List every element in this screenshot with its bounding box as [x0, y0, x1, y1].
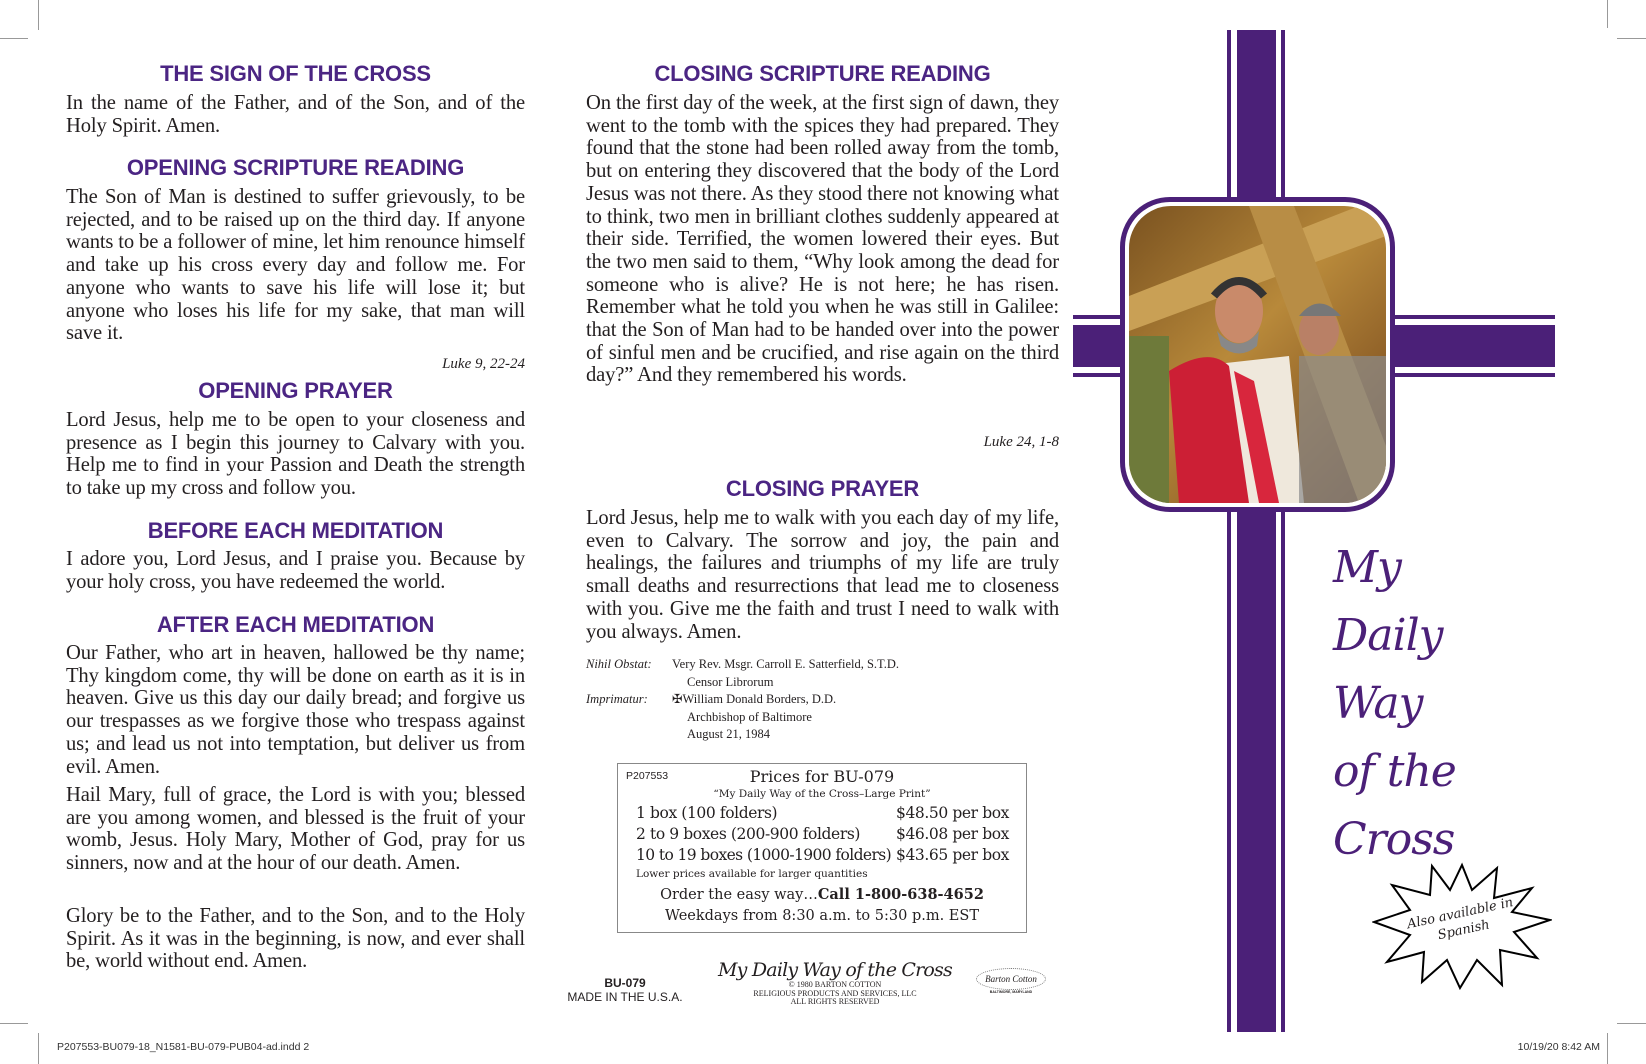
closing-prayer-text: Lord Jesus, help me to walk with you each day of my life, even to Calvary. The sorrow and joy, the pain and healings, the failures and triumphs of my life are truly small deaths and resurrections that lead me to closeness with you. Give me the faith and trust I need to walk with you always. Amen. — [586, 507, 1059, 643]
crop-mark — [1617, 38, 1646, 39]
price-box-title: Prices for BU-079 — [749, 767, 895, 786]
order-phone: Call 1-800-638-4652 — [817, 886, 984, 903]
closing-scripture-citation: Luke 24, 1-8 — [983, 434, 1059, 450]
nihil-obstat-name: Very Rev. Msgr. Carroll E. Satterfield, S.T.D. — [672, 657, 900, 671]
starburst-badge — [1372, 860, 1552, 990]
heading-before-meditation: BEFORE EACH MEDITATION — [147, 518, 444, 543]
crop-mark — [0, 1023, 28, 1024]
heading-closing-scripture: CLOSING SCRIPTURE READING — [654, 61, 991, 86]
logo-subtext: BALTIMORE, MARYLAND — [989, 990, 1033, 994]
crop-mark — [0, 38, 28, 39]
order-line — [618, 886, 1026, 903]
slug-timestamp: 10/19/20 8:42 AM — [1517, 1041, 1600, 1053]
cover-title-line: Way — [1333, 678, 1423, 729]
glory-be-text: Glory be to the Father, and to the Son, and to the Holy Spirit. As it was in the beginning, is now, and ever shall be, world without end. Amen. — [66, 905, 525, 973]
opening-prayer-text: Lord Jesus, help me to be open to your closeness and presence as I begin this journey to Calvary with you. Help me to find in your Passion and Death the strength to take up my cross and follow you. — [66, 409, 525, 500]
heading-opening-scripture: OPENING SCRIPTURE READING — [126, 155, 465, 180]
price-box-subtitle: “My Daily Way of the Cross–Large Print” — [713, 788, 931, 800]
product-info — [560, 976, 690, 1004]
sign-of-cross-text: In the name of the Father, and of the Son, and of the Holy Spirit. Amen. — [66, 92, 525, 137]
imprimatur-name: William Donald Borders, D.D. — [682, 692, 837, 706]
approvals — [586, 656, 899, 744]
made-in: MADE IN THE U.S.A. — [567, 990, 683, 1004]
footer-title-block — [700, 959, 970, 1007]
price-row-price: $48.50 per box — [896, 804, 1009, 822]
price-row-qty: 10 to 19 boxes (1000-1900 folders) — [636, 846, 892, 864]
cover-title-line: Daily — [1333, 610, 1443, 661]
opening-scripture-citation: Luke 9, 22-24 — [442, 356, 525, 372]
crop-mark — [1617, 1023, 1646, 1024]
order-prefix: Order the easy way… — [660, 887, 818, 903]
slug-filename: P207553-BU079-18_N1581-BU-079-PUB04-ad.indd 2 — [57, 1041, 310, 1053]
cover-title-line: My — [1333, 542, 1401, 593]
closing-scripture-text: On the first day of the week, at the first sign of dawn, they went to the tomb with the spices they had prepared. They found that the stone had been rolled away from the tomb, but on entering they discovered that the body of the Lord Jesus was not there. As they stood there not knowing what to think, two men in brilliant clothes suddenly appeared at their side. Terrified, the women lowered their eyes. But the two men said to them, “Why look among the dead for someone who is alive? He is not here; he has risen. Remember what he told you when he was still in Galilee: that the Son of Man had to be handed over into the power of sinful men and be crucified, and rise again on the third day?” And they remembered his words. — [586, 92, 1059, 387]
jesus-carrying-cross-painting — [1129, 206, 1386, 503]
copyright-line: ALL RIGHTS RESERVED — [790, 997, 880, 1006]
copyright-line: RELIGIOUS PRODUCTS AND SERVICES, LLC — [753, 988, 917, 998]
cover-title-line: Cross — [1333, 814, 1455, 865]
crop-mark — [38, 0, 39, 30]
barton-cotton-logo — [976, 968, 1046, 1004]
imprimatur-title: Archbishop of Baltimore — [687, 709, 812, 724]
before-meditation-text: I adore you, Lord Jesus, and I praise you. Because by your holy cross, you have redeemed the world. — [66, 548, 525, 593]
cross-pattee-icon: ✠ — [672, 692, 683, 706]
order-hours: Weekdays from 8:30 a.m. to 5:30 p.m. EST — [664, 908, 979, 924]
heading-opening-prayer: OPENING PRAYER — [198, 378, 393, 403]
crop-mark — [1607, 0, 1608, 28]
price-row-qty: 1 box (100 folders) — [636, 804, 778, 822]
crop-mark — [1607, 1033, 1608, 1064]
opening-scripture-text: The Son of Man is destined to suffer grievously, to be rejected, and to be raised up on the third day. If anyone wants to be a follower of mine, let him renounce himself and take up his cross every day and follow me. For anyone who wants to save his life will lose it; but anyone who loses his life for my sake, that man will save it. — [66, 186, 525, 345]
price-row-qty: 2 to 9 boxes (200-900 folders) — [636, 825, 861, 843]
painting-image — [1129, 206, 1386, 503]
imprimatur-label: Imprimatur: — [586, 692, 648, 706]
price-box — [617, 763, 1027, 933]
nihil-obstat-label: Nihil Obstat: — [586, 657, 652, 671]
logo-text: Barton Cotton — [976, 968, 1046, 990]
product-code: BU-079 — [604, 976, 646, 990]
imprimatur-date: August 21, 1984 — [687, 727, 770, 741]
nihil-obstat-title: Censor Librorum — [687, 674, 774, 689]
heading-after-meditation: AFTER EACH MEDITATION — [156, 612, 435, 637]
cover-title-line: of the — [1333, 746, 1456, 797]
hail-mary-text: Hail Mary, full of grace, the Lord is with you; blessed are you among women, and blessed is the fruit of your womb, Jesus. Holy Mary, Mother of God, pray for us sinners, now and at the hour of our death. Amen. — [66, 784, 525, 875]
price-note: Lower prices available for larger quantities — [636, 868, 868, 880]
price-box-code: P207553 — [626, 770, 669, 782]
price-row-price: $43.65 per box — [896, 846, 1009, 864]
heading-sign-of-cross: THE SIGN OF THE CROSS — [160, 61, 431, 86]
price-row-price: $46.08 per box — [896, 825, 1009, 843]
our-father-text: Our Father, who art in heaven, hallowed be thy name; Thy kingdom come, thy will be done on earth as it is in heaven. Give us this day our daily bread; and forgive us our trespasses as we forgive those who trespass against us; and lead us not into temptation, but deliver us from evil. Amen. — [66, 642, 525, 778]
footer-title: My Daily Way of the Cross — [718, 959, 952, 981]
heading-closing-prayer: CLOSING PRAYER — [725, 476, 920, 501]
crop-mark — [38, 1033, 39, 1064]
copyright-line: © 1980 BARTON COTTON — [788, 980, 882, 989]
starburst-text: Also available in Spanish — [1405, 895, 1515, 944]
